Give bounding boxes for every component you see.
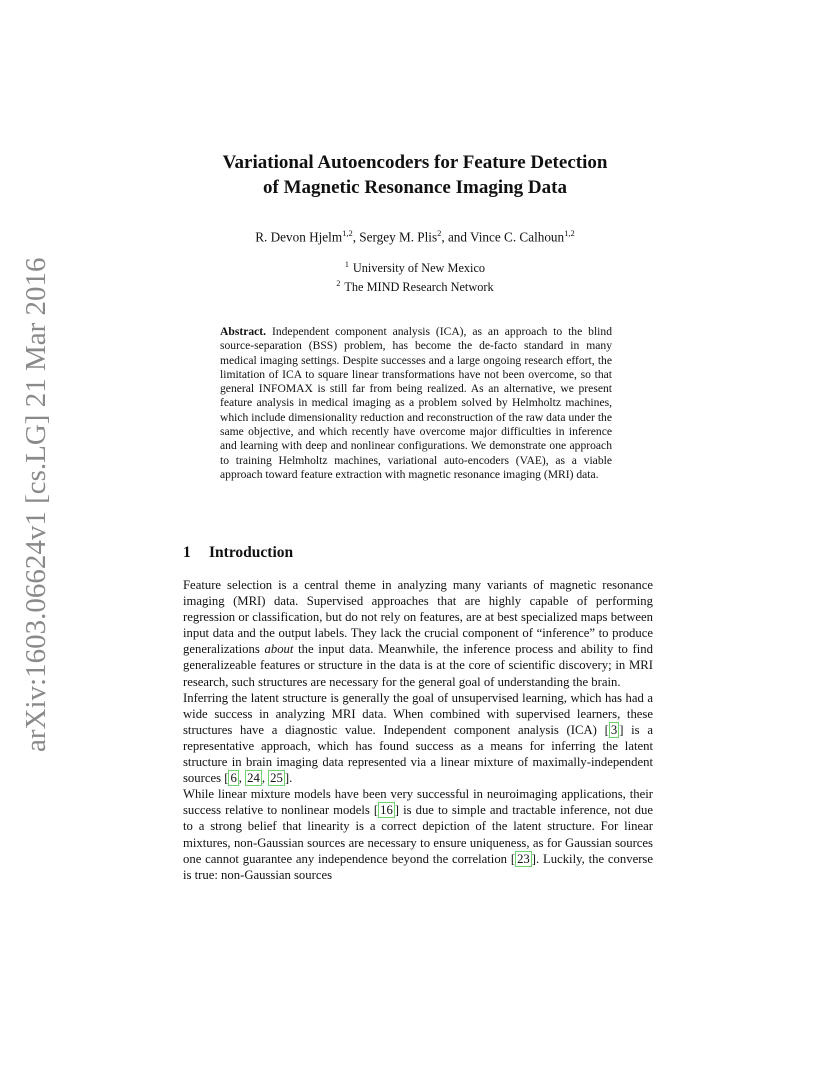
title-line-1: Variational Autoencoders for Feature Detection	[222, 152, 608, 173]
affiliation-list	[160, 257, 670, 295]
author-affiliation-mark: 1,2	[342, 228, 353, 238]
abstract	[220, 325, 612, 482]
paragraph: While linear mixture models have been very successful in neuroimaging applications, their success relative to nonlinear models [ 16 ] is due to simple and tractable inference, not due to a strong belief that linearity is a correct depiction of the latent structure. For linear mixtures, non-Gaussian sources are necessary to ensure uniqueness, as for Gaussian sources one cannot guarantee any independence beyond the correlation [ 23 ]. Luckily, the converse is true: non-Gaussian sources	[183, 787, 653, 882]
citation-link[interactable]: 23	[517, 851, 530, 866]
citation-link[interactable]: 25	[270, 771, 283, 786]
author-name: , Sergey M. Plis	[352, 229, 438, 245]
author-affiliation-mark: 2	[437, 228, 442, 238]
paragraph-text: Inferring the latent structure is generally the goal of unsupervised learning, which has had a wide success in analyzing MRI data. When combined with supervised learners, these structures have a diagnostic value. Independent component analysis (ICA)	[183, 690, 653, 737]
section-number: 1	[183, 544, 191, 561]
author-list	[160, 228, 670, 245]
paragraph-text: is a representative approach, which has found success as a means for inferring the latent structure in brain imaging data represented via a linear mixture of maximally-independent sources [	[183, 722, 653, 786]
paragraph-text: Feature selection is a central theme in analyzing many variants of magnetic resonance imaging (MRI) data. Supervised approaches that are highly capable of performing regression or classification, but do not rely on features, are at best specialized maps between input data and the output labels. They lack the crucial component of “inference” to produce generalizations	[183, 578, 653, 657]
section-heading	[183, 544, 653, 562]
affiliation-item	[160, 276, 670, 295]
author-name: , and Vince C. Calhoun	[441, 229, 565, 245]
section-body	[183, 577, 653, 883]
affiliation-name: The MIND Research Network	[344, 280, 494, 295]
paragraph: Inferring the latent structure is generally the goal of unsupervised learning, which has had a wide success in analyzing MRI data. When combined with supervised learners, these structures have a diagnostic value. Independent component analysis (ICA) [ 3 ] is a representative approach, which has found success as a means for inferring the latent structure in brain imaging data represented via a linear mixture of maximally-independent sources [ 6 , 24 , 25 ].	[183, 690, 653, 786]
author-name: R. Devon Hjelm	[255, 229, 343, 245]
citation-link[interactable]: 6	[230, 771, 237, 786]
affiliation-item	[160, 257, 670, 276]
author-affiliation-mark: 1,2	[564, 228, 575, 238]
arxiv-identifier-stamp: arXiv:1603.06624v1 [cs.LG] 21 Mar 2016	[20, 257, 52, 752]
paragraph-text: ,	[238, 771, 246, 786]
affiliation-number: 1	[344, 260, 349, 269]
affiliation-number: 2	[336, 279, 341, 289]
paragraph-text: While linear mixture models have been very successful in neuroimaging applications, their success relative to nonlinear models	[183, 787, 653, 818]
paragraph-text: the input data. Meanwhile, the inference process and ability to find generalizeable features or structure in the data is at the core of scientific discovery; in MRI research, such structures are necessary for the general goal of understanding the brain.	[183, 642, 653, 689]
citation-link[interactable]: 24	[247, 771, 260, 786]
paragraph	[183, 577, 653, 690]
title-line-2: of Magnetic Resonance Imaging Data	[263, 177, 567, 198]
citation-link[interactable]: 16	[380, 803, 393, 818]
affiliation-name: University of New Mexico	[352, 261, 486, 276]
abstract-text: Independent component analysis (ICA), as an approach to the blind source-separation (BSS) problem, has become the de-facto standard in many medical imaging settings. Despite successes and a large ongoing research effort, the limitation of ICA to square linear transformations have not been overcome, so that general INFOMAX is still far from being realized. As an alternative, we present feature analysis in medical imaging as a problem solved by Helmholtz machines, which include dimensionality reduction and reconstruction of the raw data under the same objective, and which recently have overcome major difficulties in inference and learning with deep and nonlinear configurations. We demonstrate one approach to training Helmholtz machines, variational auto-encoders (VAE), as a viable approach toward feature extraction with magnetic resonance imaging (MRI) data.	[220, 325, 612, 481]
section-title: Introduction	[209, 544, 294, 561]
paragraph-text: is due to simple and tractable inference, not due to a strong belief that linearity is a correct depiction of the latent structure. For linear mixtures, non-Gaussian sources are necessary to ensure uniqueness, as for Gaussian sources one cannot guarantee any independence beyond the correlation	[183, 803, 653, 866]
emphasis-text: about	[264, 642, 294, 657]
paper-title	[160, 150, 670, 200]
paragraph-text: . Luckily, the converse is true: non-Gaussian sources	[183, 851, 653, 882]
abstract-label: Abstract.	[220, 325, 267, 338]
paragraph-text: ].	[284, 771, 293, 786]
citation-link[interactable]: 3	[610, 722, 618, 737]
paragraph-text: ,	[261, 771, 269, 786]
